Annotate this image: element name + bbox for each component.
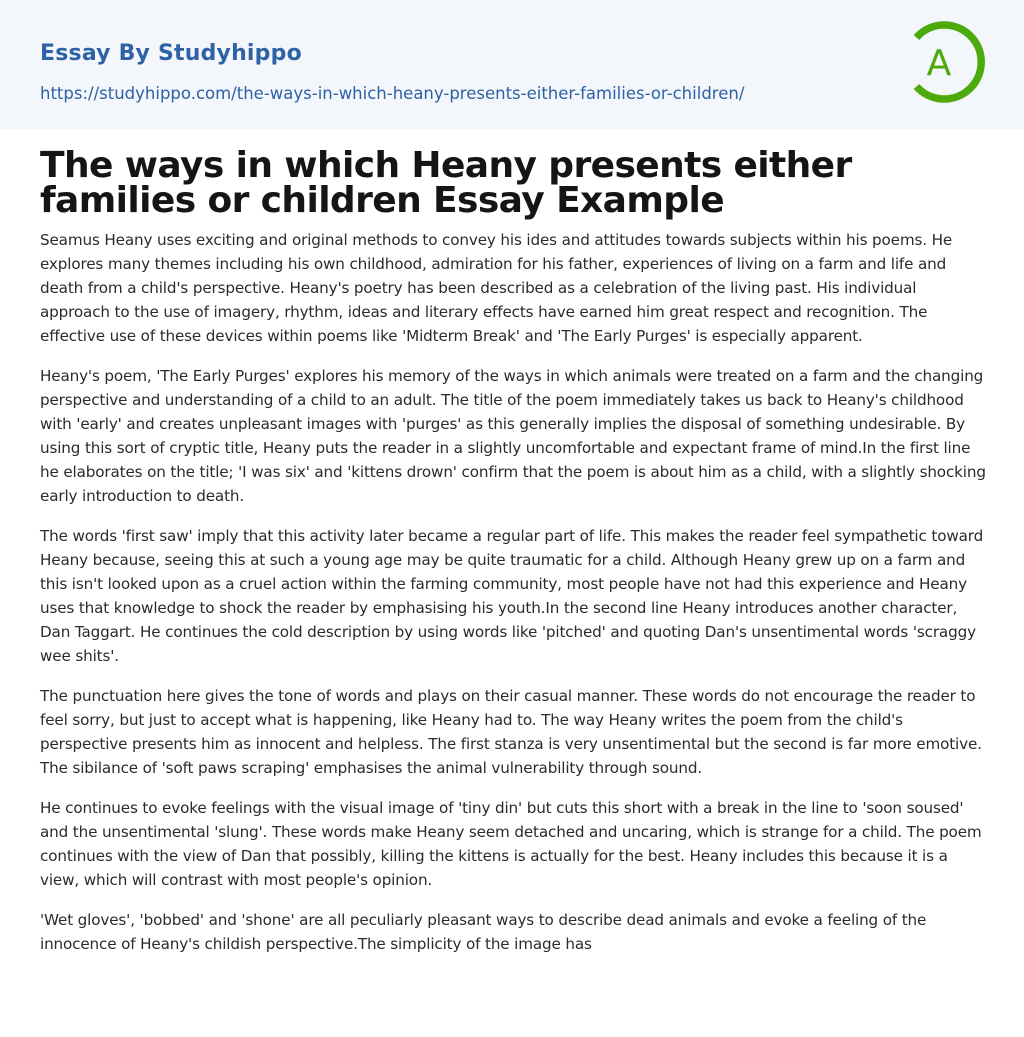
essay-paragraph: 'Wet gloves', 'bobbed' and 'shone' are all peculiarly pleasant ways to describe dead animals and evoke a feeling of the innocence of Heany's childish perspective.The simplicity of the image has (40, 911, 927, 953)
essay-paragraph: Seamus Heany uses exciting and original methods to convey his ides and attitudes towards subjects within his poems. He explores many themes including his own childhood, admiration for his father, experiences of living on a farm and life and death from a child's perspective. Heany's poetry has been described as a celebration of the living past. His individual approach to the use of imagery, rhythm, ideas and literary effects have earned him great respect and recognition. The effective use of these devices within poems like 'Midterm Break' and 'The Early Purges' is especially apparent. (40, 231, 953, 345)
logo-letter: A (926, 43, 952, 84)
essay-title: The ways in which Heany presents either families or children Essay Example (40, 145, 852, 221)
essay-paragraph: The words 'first saw' imply that this activity later became a regular part of life. This makes the reader feel sympathetic toward Heany because, seeing this at such a young age may be quite traumatic for a child. Although Heany grew up on a farm and this isn't looked upon as a cruel action within the farming community, most people have not had this experience and Heany uses that knowledge to shock the reader by emphasising his youth.In the second line Heany introduces another character, Dan Taggart. He continues the cold description by using words like 'pitched' and quoting Dan's unsentimental words 'scraggy wee shits'. (40, 527, 984, 665)
essay-url-link[interactable]: https://studyhippo.com/the-ways-in-which-heany-presents-either-families-or-children/ (40, 84, 745, 103)
essay-body (40, 228, 986, 972)
essay-paragraph: The punctuation here gives the tone of words and plays on their casual manner. These words do not encourage the reader to feel sorry, but just to accept what is happening, like Heany had to. The way Heany writes the poem from the child's perspective presents him as innocent and helpless. The first stanza is very unsentimental but the second is far more emotive. The sibilance of 'soft paws scraping' emphasises the animal vulnerability through sound. (40, 687, 982, 777)
brand-title: Essay By Studyhippo (40, 41, 302, 66)
essay-paragraph: He continues to evoke feelings with the visual image of 'tiny din' but cuts this short with a break in the line to 'soon soused' and the unsentimental 'slung'. These words make Heany seem detached and uncaring, which is strange for a child. The poem continues with the view of Dan that possibly, killing the kittens is actually for the best. Heany includes this because it is a view, which will contrast with most people's opinion. (40, 799, 982, 889)
essay-paragraph: Heany's poem, 'The Early Purges' explores his memory of the ways in which animals were treated on a farm and the changing perspective and understanding of a child to an adult. The title of the poem immediately takes us back to Heany's childhood with 'early' and creates unpleasant images with 'purges' as this generally implies the disposal of something undesirable. By using this sort of cryptic title, Heany puts the reader in a slightly uncomfortable and expectant frame of mind.In the first line he elaborates on the title; 'I was six' and 'kittens drown' confirm that the poem is about him as a child, with a slightly shocking early introduction to death. (40, 367, 986, 505)
